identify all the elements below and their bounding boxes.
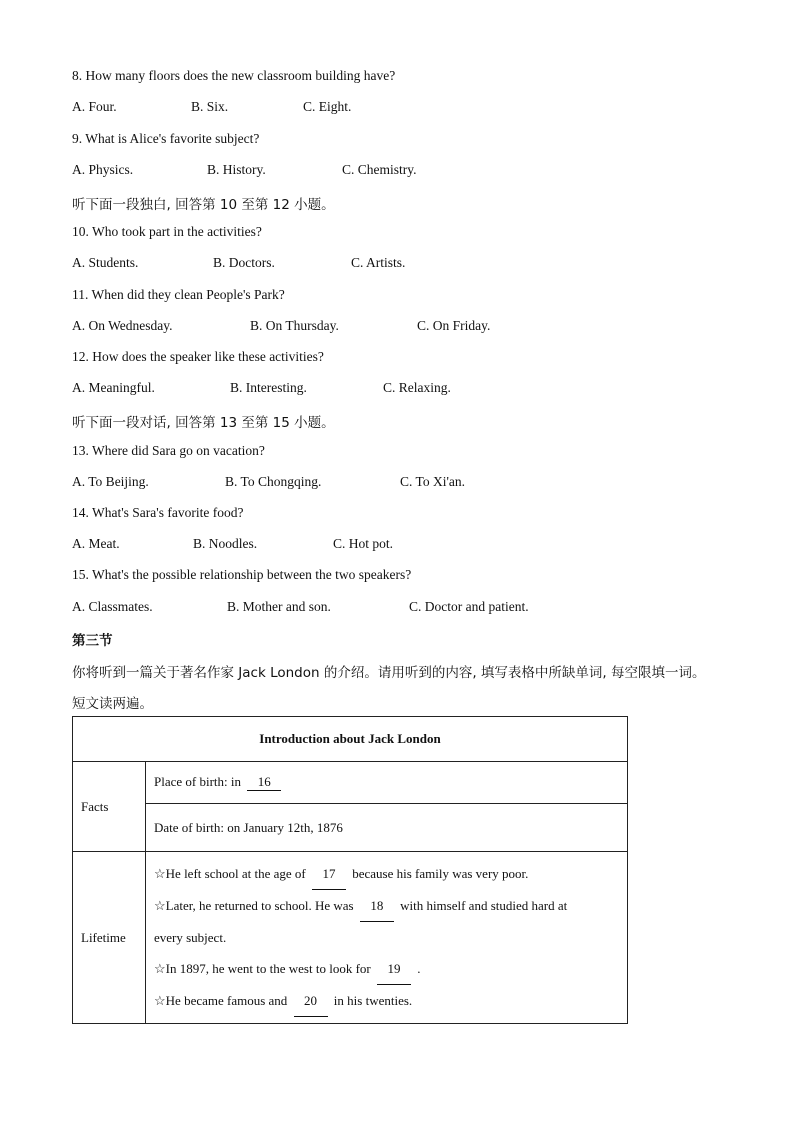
table-title: Introduction about Jack London xyxy=(73,717,628,762)
q13-option-b: B. To Chongqing. xyxy=(225,474,322,489)
section-3-instruction: 你将听到一篇关于著名作家 Jack London 的介绍。请用听到的内容, 填写表格中所缺单词, 每空限填一词。 xyxy=(72,665,706,681)
q13-option-a: A. To Beijing. xyxy=(72,474,149,489)
lifetime-line-3-pre: ☆In 1897, he went to the west to look for xyxy=(154,961,371,976)
q14-option-c: C. Hot pot. xyxy=(333,536,394,551)
q11-option-a: A. On Wednesday. xyxy=(72,318,173,333)
q12-option-a: A. Meaningful. xyxy=(72,380,155,395)
blank-18: 18 xyxy=(360,890,394,922)
lifetime-line-2-pre: ☆Later, he returned to school. He was xyxy=(154,898,354,913)
q15-option-c: C. Doctor and patient. xyxy=(409,599,529,614)
question-9-stem: 9. What is Alice's favorite subject? xyxy=(72,131,260,146)
q8-option-a: A. Four. xyxy=(72,99,117,114)
q8-option-c: C. Eight. xyxy=(303,99,352,114)
lifetime-line-2 xyxy=(154,890,627,922)
lifetime-details xyxy=(146,852,628,1024)
lifetime-line-1 xyxy=(154,858,627,890)
blank-20: 20 xyxy=(294,985,328,1017)
q12-option-c: C. Relaxing. xyxy=(383,380,451,395)
section-3-instruction-cont: 短文读两遍。 xyxy=(72,696,153,712)
lifetime-line-4 xyxy=(154,985,627,1017)
q10-option-c: C. Artists. xyxy=(351,255,406,270)
q15-option-a: A. Classmates. xyxy=(72,599,153,614)
q9-option-a: A. Physics. xyxy=(72,162,134,177)
question-15-stem: 15. What's the possible relationship between the two speakers? xyxy=(72,567,412,582)
place-of-birth-row xyxy=(146,762,628,804)
lifetime-line-2-post: with himself and studied hard at xyxy=(400,898,568,913)
lifetime-line-1-pre: ☆He left school at the age of xyxy=(154,866,306,881)
lifetime-line-1-post: because his family was very poor. xyxy=(352,866,529,881)
jack-london-table xyxy=(72,716,628,1024)
question-10-stem: 10. Who took part in the activities? xyxy=(72,224,262,239)
q12-option-b: B. Interesting. xyxy=(230,380,307,395)
q10-option-a: A. Students. xyxy=(72,255,139,270)
lifetime-line-4-post: in his twenties. xyxy=(333,993,413,1008)
q13-option-c: C. To Xi'an. xyxy=(400,474,465,489)
dialogue-instruction: 听下面一段对话, 回答第 13 至第 15 小题。 xyxy=(72,415,335,431)
lifetime-line-4-pre: ☆He became famous and xyxy=(154,993,288,1008)
q15-option-b: B. Mother and son. xyxy=(227,599,331,614)
question-8-stem: 8. How many floors does the new classroom building have? xyxy=(72,68,396,83)
question-12-stem: 12. How does the speaker like these activities? xyxy=(72,349,324,364)
question-13-stem: 13. Where did Sara go on vacation? xyxy=(72,443,265,458)
section-3-title: 第三节 xyxy=(72,633,113,649)
q11-option-c: C. On Friday. xyxy=(417,318,491,333)
lifetime-line-3-post: . xyxy=(417,961,421,976)
date-of-birth: Date of birth: on January 12th, 1876 xyxy=(146,804,628,852)
q9-option-b: B. History. xyxy=(207,162,266,177)
lifetime-line-3 xyxy=(154,953,627,985)
q11-option-b: B. On Thursday. xyxy=(250,318,339,333)
question-11-stem: 11. When did they clean People's Park? xyxy=(72,287,285,302)
blank-16: 16 xyxy=(247,774,281,791)
blank-17: 17 xyxy=(312,858,346,890)
q9-option-c: C. Chemistry. xyxy=(342,162,417,177)
place-of-birth-text: Place of birth: in xyxy=(154,774,242,789)
q10-option-b: B. Doctors. xyxy=(213,255,275,270)
facts-label: Facts xyxy=(73,762,146,852)
q14-option-a: A. Meat. xyxy=(72,536,120,551)
q8-option-b: B. Six. xyxy=(191,99,229,114)
question-14-stem: 14. What's Sara's favorite food? xyxy=(72,505,244,520)
blank-19: 19 xyxy=(377,953,411,985)
monologue-instruction: 听下面一段独白, 回答第 10 至第 12 小题。 xyxy=(72,197,335,213)
q14-option-b: B. Noodles. xyxy=(193,536,258,551)
lifetime-line-2-cont: every subject. xyxy=(154,930,227,945)
lifetime-label: Lifetime xyxy=(73,852,146,1024)
